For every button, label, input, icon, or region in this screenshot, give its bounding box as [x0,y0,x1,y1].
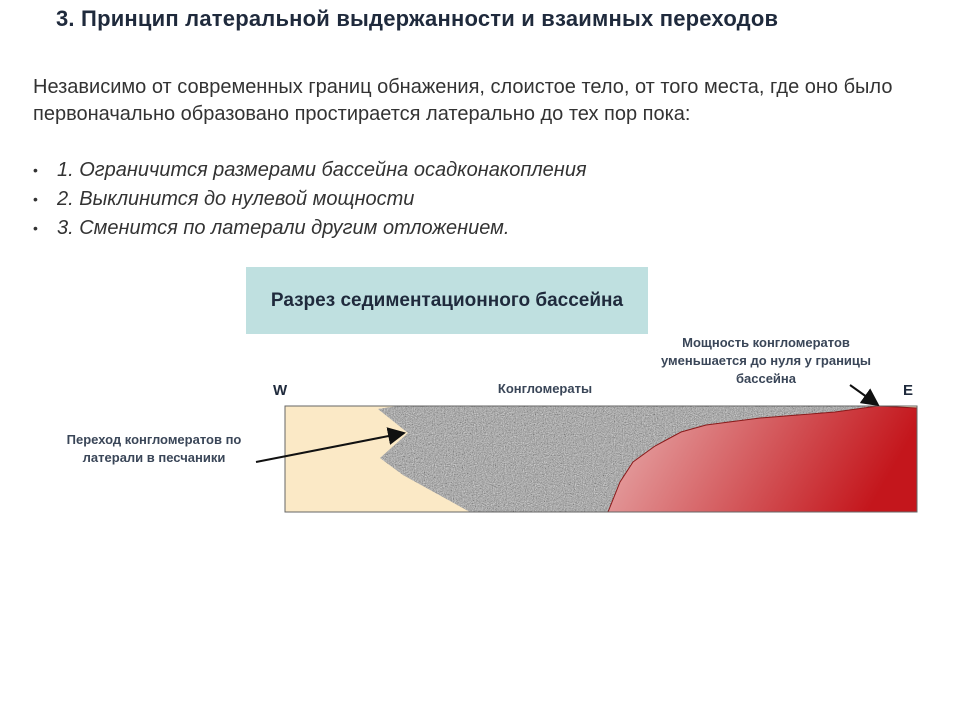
slide-title: 3. Принцип латеральной выдержанности и взаимных переходов [56,6,779,31]
bullet-text: 1. Ограничится размерами бассейна осадконакопления [57,159,587,181]
left-note: Переход конгломератов по латерали в песчаники [66,432,242,465]
intro-paragraph: Независимо от современных границ обнажения, слоистое тело, от того места, где оно было первоначально образовано простирается латерально до тех пор пока: [33,76,893,125]
section-title: Разрез седиментационного бассейна [270,290,624,311]
west-label: W [273,382,288,399]
bullet-text: 3. Сменится по латерали другим отложением. [57,217,510,239]
bullet-dot-icon: • [33,220,38,236]
right-note-arrow [850,385,878,405]
right-note: Мощность конгломератов уменьшается до нуля у границы бассейна [660,335,872,386]
conglomerates-label: Конгломераты [497,381,593,396]
east-label: E [903,382,914,399]
bullet-dot-icon: • [33,162,38,178]
bullet-text: 2. Выклинится до нулевой мощности [57,188,415,210]
bullet-dot-icon: • [33,191,38,207]
